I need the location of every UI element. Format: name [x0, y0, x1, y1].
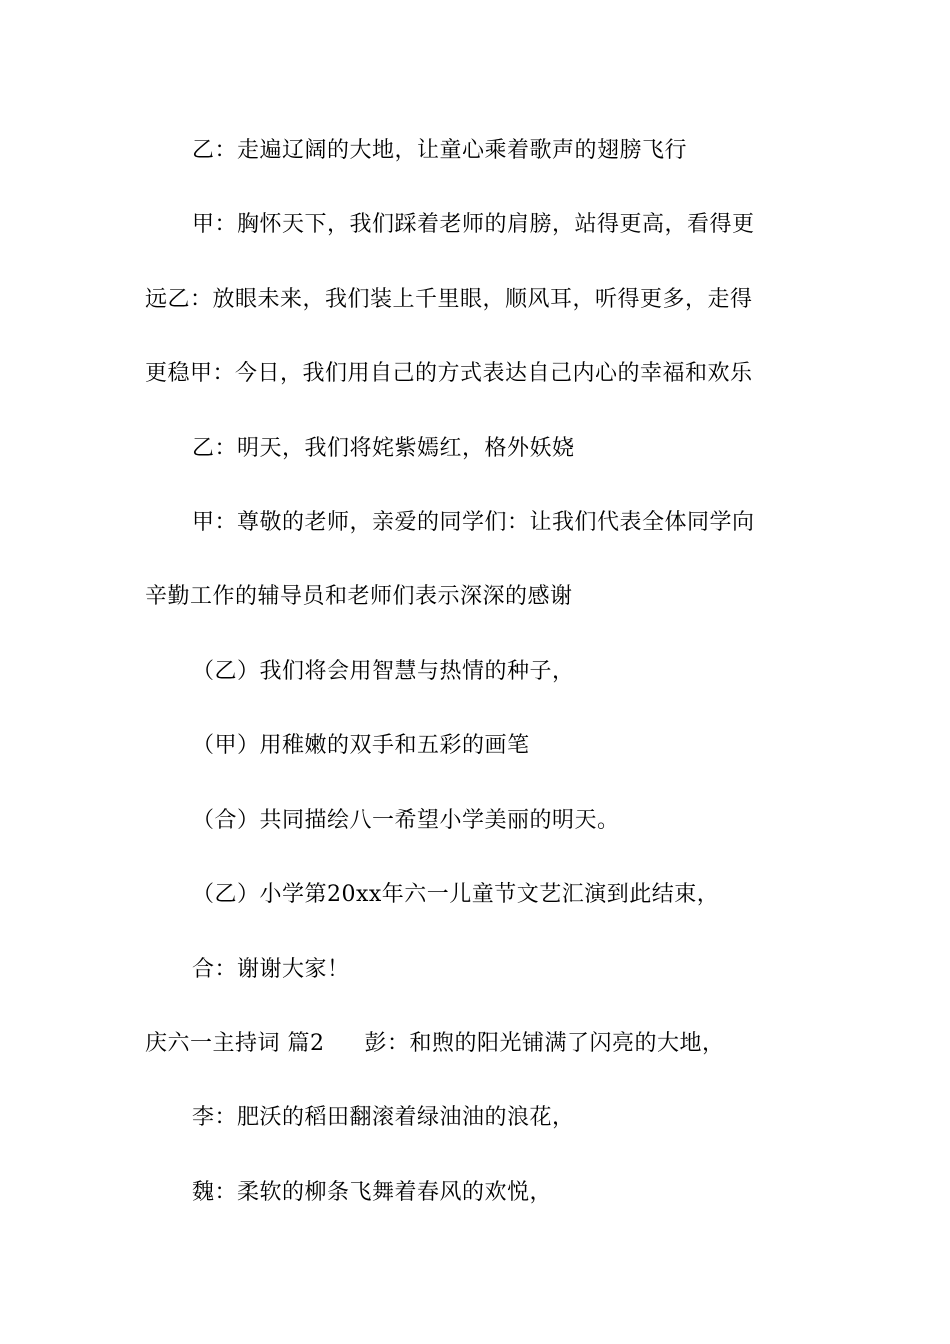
paragraph-line: 更稳甲：今日，我们用自己的方式表达自己内心的幸福和欢乐 [145, 361, 753, 386]
paragraph-line: 合：谢谢大家！ [192, 957, 350, 982]
paragraph-line: （乙）小学第20xx年六一儿童节文艺汇演到此结束， [192, 882, 720, 907]
paragraph-line: （乙）我们将会用智慧与热情的种子， [192, 659, 575, 684]
paragraph-line: 辛勤工作的辅导员和老师们表示深深的感谢 [145, 584, 573, 609]
paragraph-line: 乙：明天，我们将姹紫嫣红，格外妖娆 [192, 436, 575, 461]
paragraph-line: （合）共同描绘八一希望小学美丽的明天。 [192, 808, 620, 833]
paragraph-line: 魏：柔软的柳条飞舞着春风的欢悦， [192, 1180, 553, 1205]
paragraph-line: （甲）用稚嫩的双手和五彩的画笔 [192, 733, 530, 758]
paragraph-line: 远乙：放眼未来，我们装上千里眼，顺风耳，听得更多，走得 [145, 287, 753, 312]
paragraph-line: 甲：尊敬的老师，亲爱的同学们：让我们代表全体同学向 [192, 510, 755, 535]
paragraph-line: 乙：走遍辽阔的大地，让童心乘着歌声的翅膀飞行 [192, 138, 688, 163]
section-first-line: 彭：和煦的阳光铺满了闪亮的大地， [364, 1031, 725, 1056]
section-title: 庆六一主持词 篇2 [145, 1031, 325, 1056]
paragraph-line: 李：肥沃的稻田翻滚着绿油油的浪花， [192, 1105, 575, 1130]
section-heading-line [145, 1029, 725, 1059]
paragraph-line: 甲：胸怀天下，我们踩着老师的肩膀，站得更高，看得更 [192, 212, 755, 237]
